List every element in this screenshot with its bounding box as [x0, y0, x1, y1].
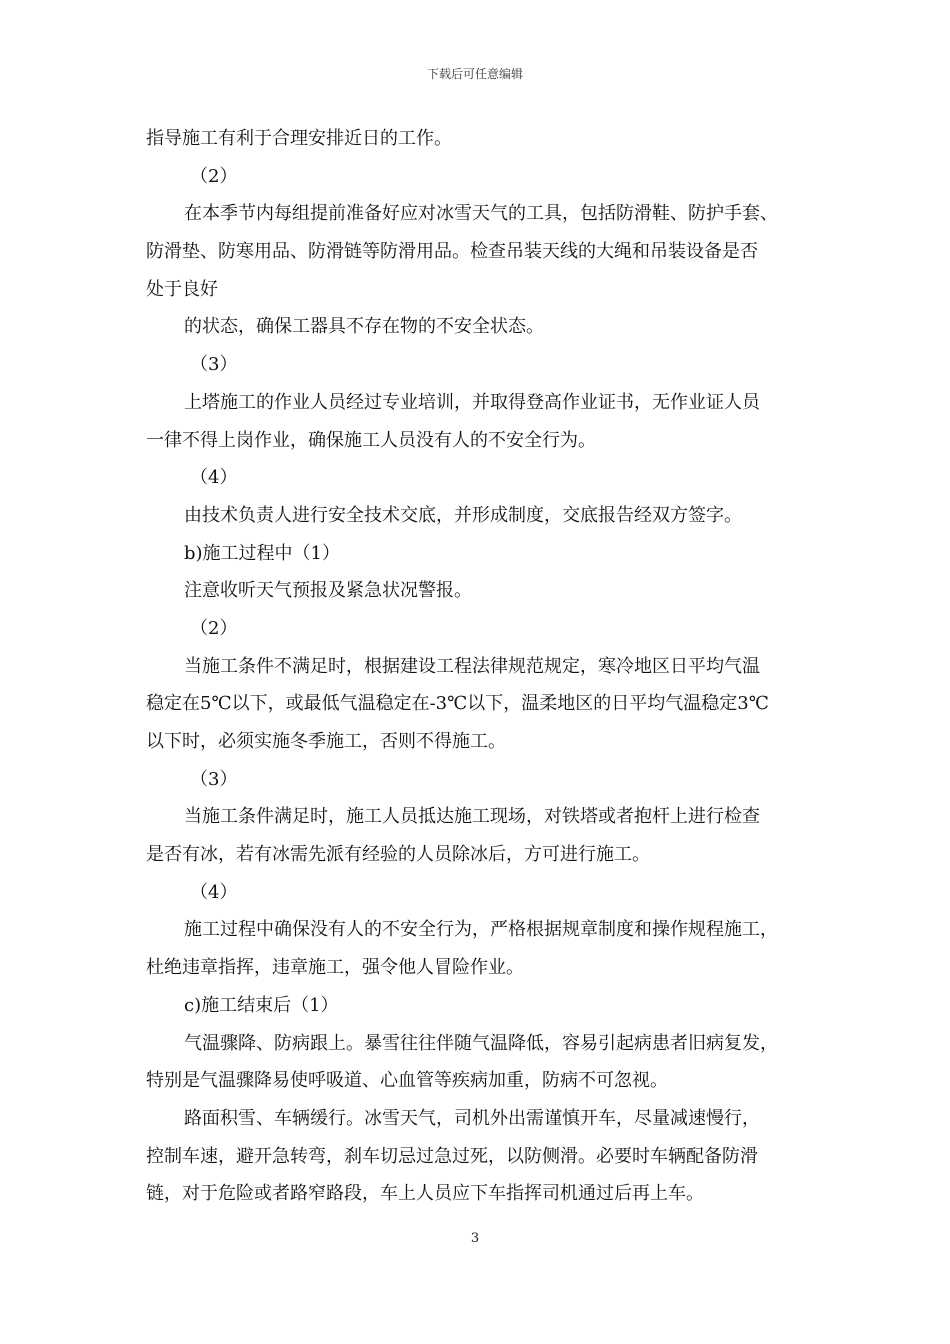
document-body [146, 120, 826, 1213]
text-line: 控制车速，避开急转弯，刹车切忌过急过死，以防侧滑。必要时车辆配备防滑 [146, 1145, 758, 1167]
text-line: 当施工条件不满足时，根据建设工程法律规范规定，寒冷地区日平均气温 [184, 655, 760, 677]
text-line: 是否有冰，若有冰需先派有经验的人员除冰后，方可进行施工。 [146, 844, 650, 866]
text-line: （3） [190, 354, 238, 376]
text-line: （4） [190, 881, 238, 903]
text-line: 以下时，必须实施冬季施工，否则不得施工。 [146, 731, 506, 752]
text-line: （2） [190, 617, 238, 639]
text-line: 由技术负责人进行安全技术交底，并形成制度，交底报告经双方签字。 [184, 504, 742, 526]
text-line: 一律不得上岗作业，确保施工人员没有人的不安全行为。 [146, 429, 596, 451]
text-line: （4） [190, 467, 238, 489]
text-line: 施工过程中确保没有人的不安全行为，严格根据规章制度和操作规程施工， [184, 919, 778, 941]
text-line: 注意收听天气预报及紧急状况警报。 [184, 580, 472, 602]
text-line: 防滑垫、防寒用品、防滑链等防滑用品。检查吊装天线的大绳和吊装设备是否 [146, 241, 758, 263]
text-line: 当施工条件满足时，施工人员抵达施工现场，对铁塔或者抱杆上进行检查 [184, 806, 760, 828]
text-line: 路面积雪、车辆缓行。冰雪天气，司机外出需谨慎开车，尽量减速慢行， [184, 1107, 760, 1129]
page-number: 3 [470, 1231, 480, 1246]
text-line: 杜绝违章指挥，违章施工，强令他人冒险作业。 [146, 957, 524, 979]
text-line: b)施工过程中（1） [184, 542, 340, 564]
text-line: （2） [190, 165, 238, 187]
text-line: （3） [190, 768, 238, 790]
page-header: 下载后可任意编辑 [426, 67, 523, 81]
text-line: 链，对于危险或者路窄路段，车上人员应下车指挥司机通过后再上车。 [146, 1183, 704, 1205]
text-line: 稳定在5℃以下，或最低气温稳定在-3℃以下，温柔地区的日平均气温稳定3℃ [146, 693, 769, 715]
text-line: 的状态，确保工器具不存在物的不安全状态。 [184, 316, 544, 338]
text-line: 在本季节内每组提前准备好应对冰雪天气的工具，包括防滑鞋、防护手套、 [184, 203, 778, 225]
text-line: 特别是气温骤降易使呼吸道、心血管等疾病加重，防病不可忽视。 [146, 1070, 668, 1092]
text-line: 处于良好 [146, 278, 218, 300]
text-line: 指导施工有利于合理安排近日的工作。 [146, 128, 452, 149]
text-line: 上塔施工的作业人员经过专业培训，并取得登高作业证书，无作业证人员 [184, 391, 760, 413]
text-line: 气温骤降、防病跟上。暴雪往往伴随气温降低，容易引起病患者旧病复发， [184, 1032, 778, 1054]
text-line: c)施工结束后（1） [184, 994, 339, 1016]
